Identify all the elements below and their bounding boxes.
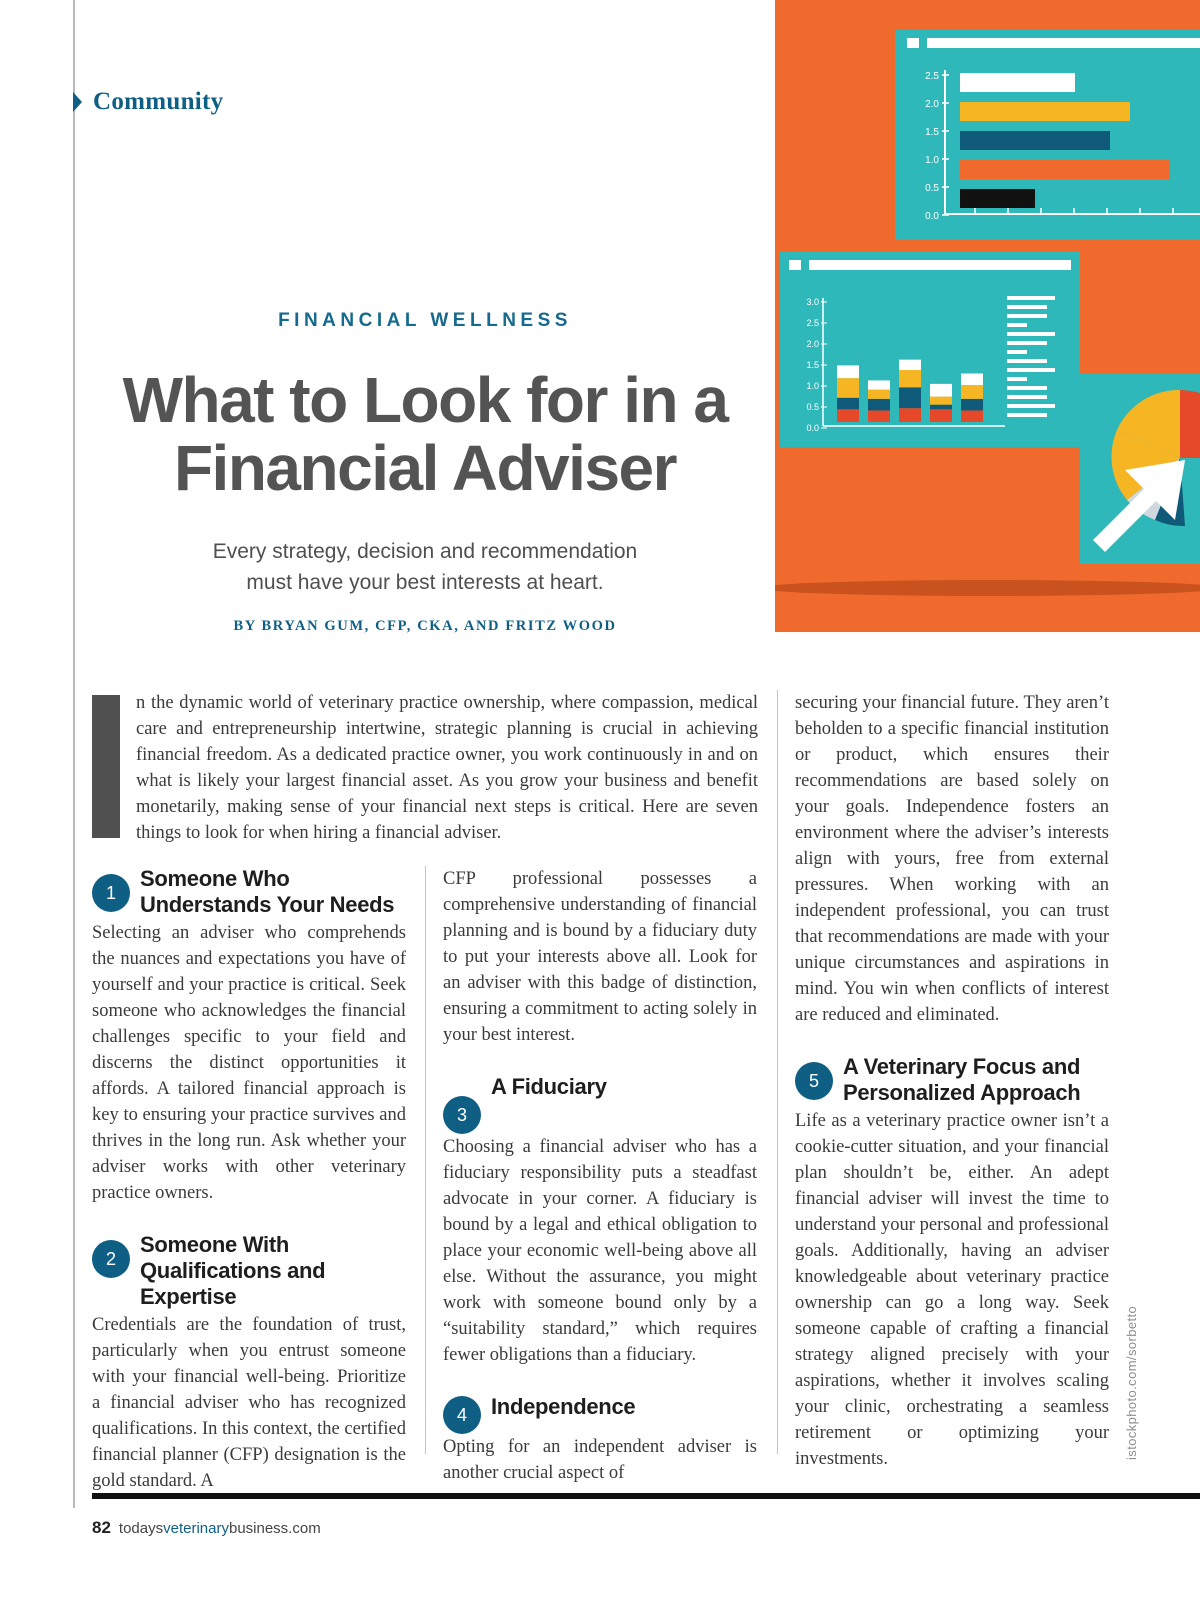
column-2 (443, 866, 757, 1486)
section-arrow-icon (73, 92, 82, 112)
deck-line-1: Every strategy, decision and recommendation (212, 540, 638, 563)
mid-text-line (1007, 323, 1027, 327)
item-5-title (843, 1054, 1080, 1106)
item-5-heading (795, 1054, 1109, 1106)
article-deck (100, 536, 750, 598)
item-3-title: A Fiduciary (491, 1074, 607, 1099)
mid-text-line (1007, 404, 1055, 408)
item-2-title-line-1: Someone With (140, 1232, 289, 1257)
top-chart-tick-label: 1.5 (925, 127, 939, 138)
mid-text-line (1007, 305, 1047, 309)
mid-chart-segment (961, 385, 983, 399)
mid-text-line (1007, 314, 1047, 318)
drop-cap-letter (92, 695, 120, 838)
site-url-suffix: business.com (228, 1520, 321, 1537)
mid-text-line (1007, 359, 1047, 363)
item-3-block (443, 1074, 757, 1134)
mid-chart-segment (868, 410, 890, 422)
mid-chart-segment (899, 387, 921, 408)
mid-chart-tick-label: 0.0 (806, 423, 819, 433)
item-2-body: Credentials are the foundation of trust, particularly when you entrust someone with your financial well-being. Prioritize a financial adviser who has recognized qualifications. In this context, the certified financial planner (CFP) designation is the gold standard. A (92, 1315, 406, 1491)
mid-chart-segment (837, 365, 859, 378)
mid-text-line (1007, 368, 1055, 372)
item-2-title (140, 1232, 406, 1310)
mid-chart-segment (899, 408, 921, 422)
article-byline: BY BRYAN GUM, CFP, CKA, AND FRITZ WOOD (233, 618, 617, 634)
mid-text-line (1007, 395, 1047, 399)
item-3-body: Choosing a financial adviser who has a fiduciary responsibility puts a steadfast advocate in your corner. A fiduciary is bound by a legal and ethical obligation to place your economic well-being above all else. Without the assurance, you might work with someone bound only by a “suitability standard,” which requires fewer obligations than a fiduciary. (443, 1137, 757, 1365)
item-1-title (140, 866, 394, 918)
site-url-prefix: todays (118, 1520, 164, 1537)
article-kicker: FINANCIAL WELLNESS (278, 310, 572, 331)
item-3-number: 3 (443, 1096, 481, 1134)
item-1-title-line-1: Someone Who (140, 866, 290, 891)
headline-line-2: Financial Adviser (173, 432, 677, 504)
mid-chart-segment (837, 398, 859, 410)
column-divider-1 (425, 866, 426, 1454)
mid-text-line (1007, 377, 1027, 381)
mid-text-line (1007, 341, 1047, 345)
top-chart-tick-label: 1.0 (925, 155, 939, 166)
mid-text-line (1007, 296, 1055, 300)
mid-window-button (789, 260, 801, 270)
item-5-number: 5 (795, 1062, 833, 1100)
top-chart-tick-label: 2.5 (925, 71, 939, 82)
page-number: 82 (92, 1518, 111, 1537)
mid-chart-segment (837, 378, 859, 398)
item-4-body: Opting for an independent adviser is another crucial aspect of (443, 1437, 757, 1483)
top-chart-tick-label: 0.5 (925, 183, 939, 194)
top-chart-bar (960, 131, 1110, 150)
mid-text-line (1007, 413, 1047, 417)
top-window-titlebar (927, 38, 1200, 48)
mid-text-line (1007, 332, 1055, 336)
item-1-title-line-2: Understands Your Needs (140, 892, 395, 917)
mid-chart-segment (868, 380, 890, 389)
item-4-body-continued: securing your financial future. They aren’t beholden to a specific financial institution or product, which ensures their recommendations are based solely on your goals. Independence fosters an environment where the adviser’s interests align with yours, free from external pressures. When working with an independent professional, you can trust that recommendations are made with your unique circumstances and aspirations in mind. You win when conflicts of interest are reduced and eliminated. (795, 693, 1109, 1025)
mid-chart-tick-label: 1.0 (806, 381, 819, 391)
item-5-body: Life as a veterinary practice owner isn’t a cookie-cutter situation, and your financial plan shouldn’t be, either. An adept financial adviser will invest the time to understand your personal and professional goals. Additionally, having an adviser knowledgeable about veterinary practice ownership can go a long way. Seek someone capable of crafting a financial strategy aligned precisely with your aspirations, whether it involves scaling your clinic, orchestrating a seamless retirement or optimizing your investments. (795, 1111, 1109, 1469)
ground-shadow (775, 580, 1200, 596)
mid-chart-segment (930, 384, 952, 397)
column-1 (92, 866, 406, 1494)
top-chart-bar (960, 189, 1035, 208)
mid-text-line (1007, 350, 1027, 354)
item-1-heading (92, 866, 406, 918)
article-intro: n the dynamic world of veterinary practice ownership, where compassion, medical care and entrepreneurship intertwine, strategic planning is crucial in achieving financial freedom. As a dedicated practice owner, you work continuously in and on what is likely your largest financial asset. As you grow your business and benefit monetarily, making sense of your financial next steps is critical. Here are seven things to look for when hiring a financial adviser. (136, 693, 758, 843)
mid-chart-segment (868, 399, 890, 411)
financial-charts-illustration (775, 0, 1200, 632)
column-divider-2 (777, 690, 778, 1454)
mid-chart-segment (961, 399, 983, 411)
top-chart-bar (960, 73, 1075, 92)
item-2-body-continued: CFP professional possesses a comprehensive understanding of financial planning and is bound by a fiduciary duty to put your interests above all. Look for an adviser with this badge of distinction, ensuring a commitment to acting solely in your best interest. (443, 869, 757, 1045)
mid-chart-tick-label: 2.5 (806, 318, 819, 328)
mid-chart-segment (961, 410, 983, 422)
pie-slice-red (1180, 390, 1200, 458)
item-1-number: 1 (92, 874, 130, 912)
item-5-title-line-2: Personalized Approach (843, 1080, 1081, 1105)
column-3 (795, 690, 1109, 1472)
mid-chart-segment (930, 397, 952, 405)
page-footer (92, 1518, 321, 1538)
top-chart-tick-label: 2.0 (925, 99, 939, 110)
article-headline (100, 366, 750, 502)
top-chart-bar (960, 160, 1170, 179)
deck-line-2: must have your best interests at heart. (246, 571, 604, 594)
mid-chart-segment (899, 370, 921, 387)
mid-chart-segment (868, 390, 890, 399)
site-url (119, 1520, 321, 1537)
mid-chart-segment (930, 405, 952, 410)
mid-window-titlebar (809, 260, 1071, 270)
footer-rule (92, 1493, 1200, 1499)
mid-chart-segment (837, 409, 859, 422)
top-chart-tick-label: 0.0 (925, 211, 939, 222)
left-margin-rule (73, 0, 75, 1508)
item-4-block (443, 1394, 757, 1434)
item-2-heading (92, 1232, 406, 1310)
top-chart-bar (960, 102, 1130, 121)
photo-credit: istockphoto.com/sorbetto (1124, 1305, 1139, 1460)
top-window-button (907, 38, 919, 48)
item-5-title-line-1: A Veterinary Focus and (843, 1054, 1081, 1079)
section-tag (73, 88, 223, 116)
mid-chart-tick-label: 2.0 (806, 339, 819, 349)
mid-chart-tick-label: 1.5 (806, 360, 819, 370)
mid-chart-segment (899, 360, 921, 370)
mid-chart-tick-label: 0.5 (806, 402, 819, 412)
item-2-title-line-2: Qualifications and Expertise (140, 1258, 326, 1309)
item-4-title: Independence (491, 1394, 636, 1419)
mid-text-line (1007, 386, 1047, 390)
mid-chart-segment (961, 373, 983, 385)
item-4-number: 4 (443, 1396, 481, 1434)
site-url-mid: veterinary (163, 1520, 229, 1537)
mid-chart-tick-label: 3.0 (806, 297, 819, 307)
headline-line-1: What to Look for in a (122, 364, 728, 436)
item-2-number: 2 (92, 1240, 130, 1278)
mid-chart-segment (930, 409, 952, 422)
illustration-svg (775, 0, 1200, 632)
section-label: Community (93, 88, 224, 115)
item-1-body: Selecting an adviser who comprehends the nuances and expectations you have of yourself and your practice is critical. Seek someone who acknowledges the financial challenges specific to your field and discerns the distinct opportunities it affords. A tailored financial approach is key to ensuring your practice survives and thrives in the long run. Ask whether your adviser works with other veterinary practice owners. (92, 923, 406, 1203)
